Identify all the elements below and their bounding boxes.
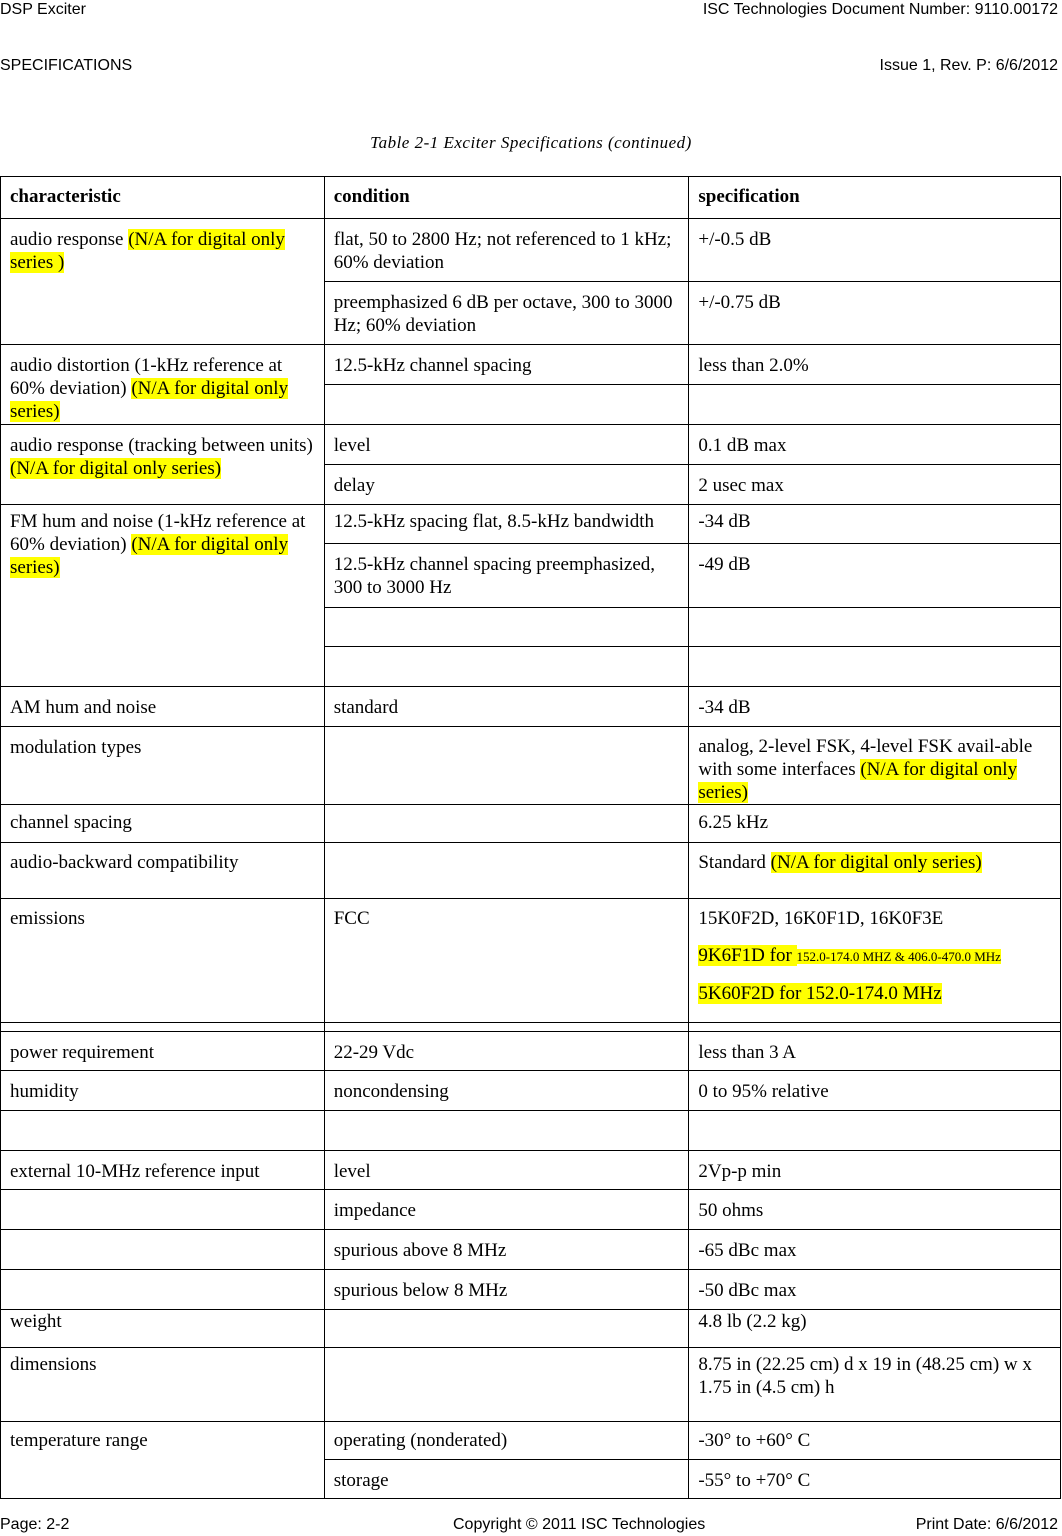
condition-cell <box>324 1348 689 1422</box>
characteristic-cell: audio distortion (1-kHz reference at 60% deviation) (N/A for digital only series) <box>1 345 325 425</box>
characteristic-cell: dimensions <box>1 1348 325 1422</box>
page-footer <box>0 1516 1058 1534</box>
specifications-table <box>0 176 1061 1499</box>
table-row <box>1 505 1061 544</box>
table-row <box>1 219 1061 282</box>
table-row <box>1 1151 1061 1190</box>
print-date: Print Date: 6/6/2012 <box>915 1516 1058 1533</box>
table-row <box>1 1023 1061 1032</box>
characteristic-cell: emissions <box>1 899 325 1023</box>
na-digital-note: (N/A for digital only series ) <box>10 229 285 273</box>
document-number: ISC Technologies Document Number: 9110.00172 <box>702 1 1058 18</box>
condition-cell: level <box>324 425 689 465</box>
specification-cell: -34 dB <box>689 687 1061 727</box>
spacer-cell <box>689 1023 1061 1032</box>
specification-cell <box>689 1111 1061 1151</box>
specification-cell: less than 3 A <box>689 1032 1061 1071</box>
condition-cell <box>324 385 689 425</box>
characteristic-cell: channel spacing <box>1 805 325 843</box>
condition-cell: 22-29 Vdc <box>324 1032 689 1071</box>
characteristic-cell <box>1 1190 325 1230</box>
table-row <box>1 1071 1061 1111</box>
characteristic-cell: temperature range <box>1 1422 325 1499</box>
condition-cell: 12.5-kHz channel spacing preemphasized, 300 to 3000 Hz <box>324 544 689 608</box>
specification-cell: -65 dBc max <box>689 1230 1061 1270</box>
table-row <box>1 1310 1061 1348</box>
specification-cell: 4.8 lb (2.2 kg) <box>689 1310 1061 1348</box>
characteristic-cell <box>1 1270 325 1310</box>
characteristic-cell: modulation types <box>1 727 325 805</box>
specification-cell: -30° to +60° C <box>689 1422 1061 1460</box>
specification-cell: 0 to 95% relative <box>689 1071 1061 1111</box>
condition-cell: 12.5-kHz spacing flat, 8.5-kHz bandwidth <box>324 505 689 544</box>
section-title: SPECIFICATIONS <box>0 57 133 74</box>
na-digital-note: (N/A for digital only series) <box>10 378 289 422</box>
specification-cell <box>689 647 1061 687</box>
column-header-specification: specification <box>689 177 1061 219</box>
specification-cell: 2Vp-p min <box>689 1151 1061 1190</box>
condition-cell: standard <box>324 687 689 727</box>
table-row <box>1 345 1061 385</box>
table-row <box>1 1111 1061 1151</box>
condition-cell: level <box>324 1151 689 1190</box>
table-header-row <box>1 177 1061 219</box>
condition-cell: storage <box>324 1460 689 1499</box>
specification-cell <box>689 385 1061 425</box>
column-header-condition: condition <box>324 177 689 219</box>
running-header <box>0 1 1058 19</box>
table-row <box>1 843 1061 899</box>
specification-cell: analog, 2-level FSK, 4-level FSK avail-able with some interfaces (N/A for digital only series) <box>689 727 1061 805</box>
specification-cell: -49 dB <box>689 544 1061 608</box>
condition-cell: impedance <box>324 1190 689 1230</box>
table-row <box>1 899 1061 1023</box>
condition-cell <box>324 608 689 647</box>
section-header <box>0 57 1058 75</box>
table-row <box>1 1032 1061 1071</box>
characteristic-cell <box>1 1111 325 1151</box>
condition-cell: flat, 50 to 2800 Hz; not referenced to 1 kHz; 60% deviation <box>324 219 689 282</box>
characteristic-cell: power requirement <box>1 1032 325 1071</box>
specification-cell: 50 ohms <box>689 1190 1061 1230</box>
characteristic-cell: FM hum and noise (1-kHz reference at 60% deviation) (N/A for digital only series) <box>1 505 325 687</box>
table-row <box>1 1230 1061 1270</box>
condition-cell: preemphasized 6 dB per octave, 300 to 3000 Hz; 60% deviation <box>324 282 689 345</box>
characteristic-cell: AM hum and noise <box>1 687 325 727</box>
specification-cell: -55° to +70° C <box>689 1460 1061 1499</box>
specification-cell: -50 dBc max <box>689 1270 1061 1310</box>
condition-cell: delay <box>324 465 689 505</box>
specification-cell: -34 dB <box>689 505 1061 544</box>
specification-cell: 0.1 dB max <box>689 425 1061 465</box>
table-row <box>1 1422 1061 1460</box>
condition-cell: operating (nonderated) <box>324 1422 689 1460</box>
spacer-cell <box>324 1023 689 1032</box>
condition-cell: spurious above 8 MHz <box>324 1230 689 1270</box>
copyright-notice: Copyright © 2011 ISC Technologies <box>453 1516 706 1533</box>
table-caption: Table 2-1 Exciter Specifications (continued) <box>370 133 692 152</box>
condition-cell <box>324 1310 689 1348</box>
na-digital-note: (N/A for digital only series) <box>698 759 1018 803</box>
specification-cell: less than 2.0% <box>689 345 1061 385</box>
specification-cell <box>689 899 1061 1023</box>
emission-line: 15K0F2D, 16K0F1D, 16K0F3E <box>698 908 944 929</box>
emission-line: 9K6F1D for 152.0-174.0 MHZ & 406.0-470.0 MHz <box>698 945 1001 966</box>
condition-cell <box>324 1111 689 1151</box>
column-header-characteristic: characteristic <box>1 177 325 219</box>
condition-cell <box>324 843 689 899</box>
table-row <box>1 425 1061 465</box>
characteristic-cell: humidity <box>1 1071 325 1111</box>
characteristic-cell: audio response (N/A for digital only series ) <box>1 219 325 345</box>
specification-cell: +/-0.75 dB <box>689 282 1061 345</box>
table-row <box>1 1270 1061 1310</box>
characteristic-cell: weight <box>1 1310 325 1348</box>
specification-cell: Standard (N/A for digital only series) <box>689 843 1061 899</box>
table-row <box>1 1190 1061 1230</box>
issue-revision: Issue 1, Rev. P: 6/6/2012 <box>879 57 1058 74</box>
table-row <box>1 1348 1061 1422</box>
characteristic-cell: audio-backward compatibility <box>1 843 325 899</box>
condition-cell: noncondensing <box>324 1071 689 1111</box>
emission-line: 5K60F2D for 152.0-174.0 MHz <box>698 983 942 1004</box>
specification-cell: 8.75 in (22.25 cm) d x 19 in (48.25 cm) w x 1.75 in (4.5 cm) h <box>689 1348 1061 1422</box>
na-digital-note: (N/A for digital only series) <box>10 534 289 578</box>
specification-cell: 2 usec max <box>689 465 1061 505</box>
table-row <box>1 727 1061 805</box>
condition-cell: 12.5-kHz channel spacing <box>324 345 689 385</box>
na-digital-note: (N/A for digital only series) <box>770 852 982 873</box>
na-digital-note: (N/A for digital only series) <box>10 458 222 479</box>
table-row <box>1 805 1061 843</box>
condition-cell: FCC <box>324 899 689 1023</box>
table-row <box>1 687 1061 727</box>
condition-cell <box>324 727 689 805</box>
specification-cell <box>689 608 1061 647</box>
condition-cell: spurious below 8 MHz <box>324 1270 689 1310</box>
specification-cell: 6.25 kHz <box>689 805 1061 843</box>
characteristic-cell <box>1 1230 325 1270</box>
specification-cell: +/-0.5 dB <box>689 219 1061 282</box>
product-name: DSP Exciter <box>0 1 86 18</box>
characteristic-cell: audio response (tracking between units) (N/A for digital only series) <box>1 425 325 505</box>
condition-cell <box>324 805 689 843</box>
condition-cell <box>324 647 689 687</box>
page-number: Page: 2-2 <box>0 1516 70 1533</box>
characteristic-cell: external 10-MHz reference input <box>1 1151 325 1190</box>
spacer-cell <box>1 1023 325 1032</box>
